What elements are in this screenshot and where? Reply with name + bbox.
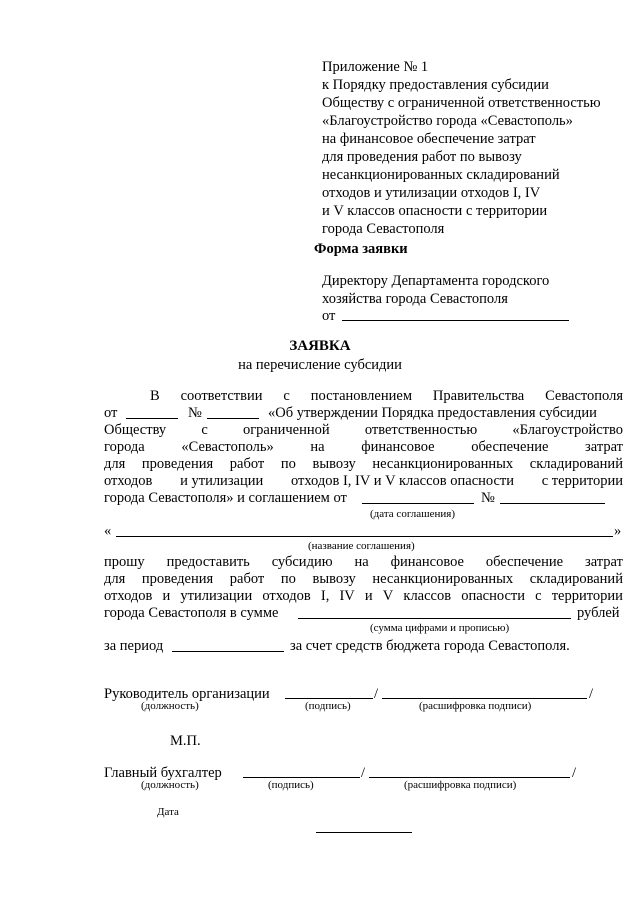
- appendix-line: несанкционированных складирований: [322, 167, 560, 183]
- slash: /: [361, 765, 366, 781]
- word: с: [535, 588, 542, 604]
- paragraph-line: [104, 553, 623, 571]
- word: обеспечение: [485, 554, 564, 570]
- word: отходов: [104, 473, 153, 489]
- appendix-line: отходов и утилизации отходов I, IV: [322, 185, 541, 201]
- word: и утилизации: [180, 473, 264, 489]
- word: V: [382, 588, 394, 604]
- agreement-number-sign: №: [481, 490, 495, 506]
- head-label: Руководитель организации: [104, 686, 270, 702]
- date-label: Дата: [157, 806, 179, 818]
- word: по: [280, 571, 296, 587]
- agreement-date-caption: (дата соглашения): [370, 508, 455, 520]
- head-decoding-field[interactable]: [382, 698, 587, 699]
- word: складирований: [529, 571, 623, 587]
- date-field[interactable]: [316, 832, 412, 833]
- word: соответствии: [180, 388, 263, 404]
- appendix-line: и V классов опасности с территории: [322, 203, 548, 219]
- word: территории: [551, 588, 623, 604]
- paragraph-line: [104, 570, 623, 588]
- word: по: [280, 456, 296, 472]
- word: складирований: [529, 456, 623, 472]
- position-caption: (должность): [141, 700, 199, 712]
- decree-number-sign: №: [188, 405, 202, 421]
- agreement-text: города Севастополя» и соглашением от: [104, 490, 347, 506]
- word: работ: [229, 456, 265, 472]
- document-subtitle: на перечисление субсидии: [238, 357, 402, 373]
- signature-caption: (подпись): [305, 700, 351, 712]
- addressee-from-label: от: [322, 308, 336, 324]
- word: прошу: [104, 554, 145, 570]
- quote-close: »: [614, 523, 622, 539]
- decree-title-text: «Об утверждении Порядка предоставления субсидии: [268, 405, 597, 421]
- accountant-label: Главный бухгалтер: [104, 765, 222, 781]
- word: с территории: [541, 473, 623, 489]
- document-title: ЗАЯВКА: [289, 338, 351, 354]
- word: Севастополя: [545, 388, 623, 404]
- decree-number-field[interactable]: [207, 418, 259, 419]
- decree-date-field[interactable]: [126, 418, 178, 419]
- word: субсидию: [271, 554, 333, 570]
- decoding-caption: (расшифровка подписи): [419, 700, 532, 712]
- quote-open: «: [104, 523, 112, 539]
- agreement-name-caption: (название соглашения): [308, 540, 415, 552]
- word: отходов: [104, 588, 153, 604]
- period-label: за период: [104, 638, 164, 654]
- word: города: [104, 439, 145, 455]
- word: вывозу: [312, 571, 356, 587]
- word: и: [364, 588, 373, 604]
- word: финансовое: [390, 554, 464, 570]
- currency-label: рублей: [577, 605, 620, 621]
- paragraph-line: [104, 455, 623, 473]
- word: Правительства: [432, 388, 525, 404]
- agreement-number-field[interactable]: [500, 503, 605, 504]
- paragraph-line: [104, 438, 623, 456]
- agreement-name-field[interactable]: [116, 536, 613, 537]
- word: финансовое: [361, 439, 435, 455]
- word: на: [354, 554, 369, 570]
- period-text: за счет средств бюджета города Севастополя.: [290, 638, 570, 654]
- word: Обществу: [104, 422, 167, 438]
- word: классов: [403, 588, 452, 604]
- slash: /: [589, 686, 594, 702]
- addressee-from-field[interactable]: [342, 320, 569, 321]
- word: постановлением: [310, 388, 412, 404]
- paragraph-line: [150, 387, 623, 405]
- word: ответственностью: [364, 422, 478, 438]
- word: «Благоустройство: [512, 422, 623, 438]
- appendix-line: на финансовое обеспечение затрат: [322, 131, 536, 147]
- paragraph-line: [104, 587, 623, 605]
- accountant-decoding-field[interactable]: [369, 777, 570, 778]
- word: предоставить: [166, 554, 250, 570]
- sum-label: города Севастополя в сумме: [104, 605, 279, 621]
- paragraph-line: [104, 421, 623, 439]
- word: с: [283, 388, 290, 404]
- decree-from-label: от: [104, 405, 118, 421]
- addressee-line2: хозяйства города Севастополя: [322, 291, 508, 307]
- word: и: [162, 588, 171, 604]
- word: работ: [229, 571, 265, 587]
- agreement-date-field[interactable]: [362, 503, 474, 504]
- appendix-line: Обществу с ограниченной ответственностью: [322, 95, 601, 111]
- addressee-line1: Директору Департамента городского: [322, 273, 550, 289]
- appendix-line: для проведения работ по вывозу: [322, 149, 522, 165]
- word: несанкционированных: [372, 456, 514, 472]
- word: для: [104, 571, 126, 587]
- word: проведения: [141, 456, 214, 472]
- decoding-caption: (расшифровка подписи): [404, 779, 517, 791]
- sum-field[interactable]: [298, 618, 571, 619]
- word: затрат: [585, 439, 623, 455]
- form-title: Форма заявки: [314, 241, 408, 257]
- word: с: [201, 422, 208, 438]
- position-caption: (должность): [141, 779, 199, 791]
- word: I,: [320, 588, 330, 604]
- appendix-line: города Севастополя: [322, 221, 445, 237]
- head-position-field[interactable]: [285, 698, 373, 699]
- slash: /: [374, 686, 379, 702]
- paragraph-line: [104, 472, 623, 490]
- sum-caption: (сумма цифрами и прописью): [370, 622, 510, 634]
- appendix-line: Приложение № 1: [322, 59, 429, 75]
- word: вывозу: [312, 456, 356, 472]
- stamp-placeholder: М.П.: [170, 733, 201, 749]
- word: опасности: [461, 588, 526, 604]
- word: «Севастополь»: [181, 439, 274, 455]
- appendix-line: «Благоустройство города «Севастополь»: [322, 113, 573, 129]
- word: затрат: [584, 554, 623, 570]
- slash: /: [572, 765, 577, 781]
- word: обеспечение: [471, 439, 549, 455]
- accountant-signature-field[interactable]: [243, 777, 360, 778]
- word: для: [104, 456, 126, 472]
- word: отходов: [262, 588, 311, 604]
- word: В: [150, 388, 160, 404]
- word: утилизации: [180, 588, 253, 604]
- appendix-line: к Порядку предоставления субсидии: [322, 77, 549, 93]
- period-field[interactable]: [172, 651, 284, 652]
- word: на: [310, 439, 325, 455]
- signature-caption: (подпись): [268, 779, 314, 791]
- word: проведения: [141, 571, 214, 587]
- word: ограниченной: [242, 422, 330, 438]
- word: отходов I, IV и V классов опасности: [290, 473, 515, 489]
- word: IV: [339, 588, 355, 604]
- word: несанкционированных: [372, 571, 514, 587]
